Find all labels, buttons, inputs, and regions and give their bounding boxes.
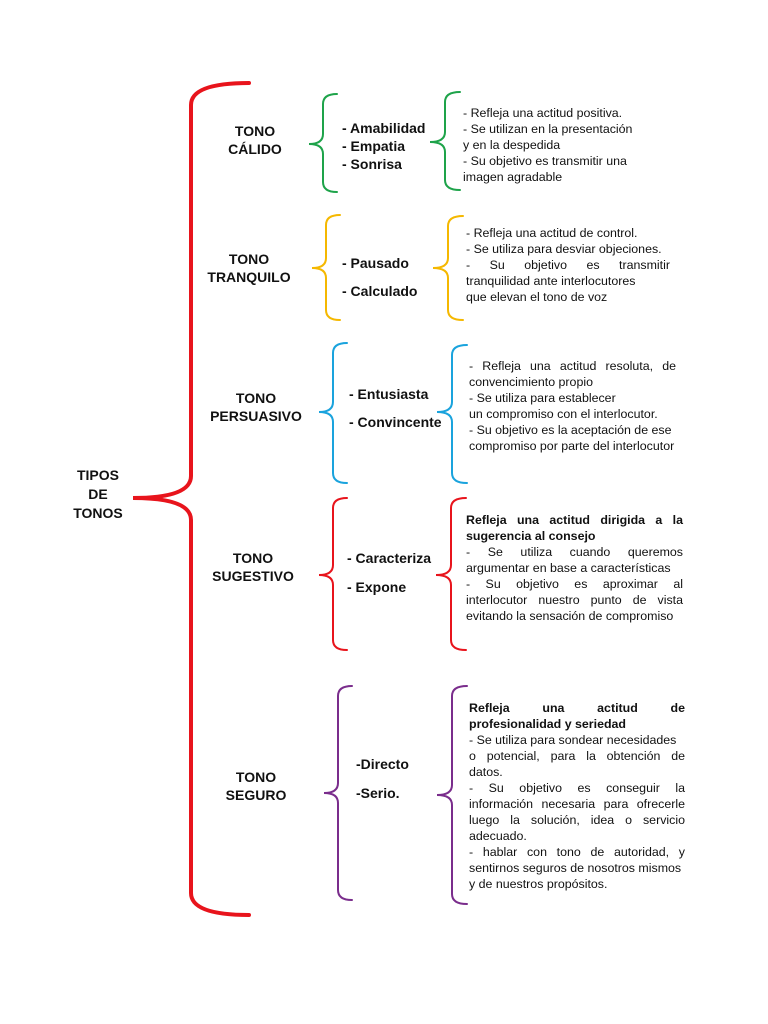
sugestivo-items-brace [319, 498, 347, 650]
desc-line: y en la despedida [463, 138, 561, 152]
desc-line: que elevan el tono de voz [466, 290, 608, 304]
item-empatia: - Empatia [342, 138, 406, 154]
desc-line: - Refleja una actitud resoluta, de [469, 359, 676, 373]
sugestivo-desc-brace [436, 498, 466, 650]
item-directo: -Directo [356, 756, 409, 772]
desc-line: - Refleja una actitud de control. [466, 226, 638, 240]
tono-calido-description [463, 105, 653, 185]
seguro-desc-brace [437, 686, 467, 904]
tranquilo-desc-brace [433, 216, 463, 320]
desc-line: un compromiso con el interlocutor. [469, 407, 658, 421]
desc-line: - Su objetivo es la aceptación de ese [469, 423, 672, 437]
desc-line: sugerencia al consejo [466, 529, 596, 543]
desc-line: - Se utiliza para establecer [469, 391, 616, 405]
item-expone: - Expone [347, 579, 407, 595]
tono-persuasivo-label: TONO PERSUASIVO [210, 390, 302, 424]
desc-line: tranquilidad ante interlocutores [466, 274, 636, 288]
desc-line: argumentar en base a características [466, 561, 671, 575]
desc-line: - Se utilizan en la presentación [463, 122, 633, 136]
item-sonrisa: - Sonrisa [342, 156, 402, 172]
desc-line: sentirnos seguros de nosotros mismos [469, 861, 682, 875]
desc-line: convencimiento propio [469, 375, 593, 389]
desc-line: adecuado. [469, 829, 527, 843]
desc-line: profesionalidad y seriedad [469, 717, 626, 731]
desc-line: - Refleja una actitud positiva. [463, 106, 623, 120]
desc-line: información necesaria para ofrecerle [469, 797, 685, 811]
item-pausado: - Pausado [342, 255, 409, 271]
tono-persuasivo-description [469, 358, 676, 454]
desc-line: - Su objetivo es transmitir [466, 258, 670, 272]
tono-sugestivo-description [466, 512, 683, 624]
seguro-items-brace [324, 686, 352, 900]
item-convincente: - Convincente [349, 414, 442, 430]
item-serio: -Serio. [356, 785, 400, 801]
desc-line: luego la solución, idea o servicio [469, 813, 685, 827]
desc-line: o potencial, para la obtención de datos. [469, 749, 685, 779]
desc-line: compromiso por parte del interlocutor [469, 439, 675, 453]
item-caracteriza: - Caracteriza [347, 550, 432, 566]
desc-line: - Su objetivo es transmitir una [463, 154, 627, 168]
desc-line: - Su objetivo es aproximar al [466, 577, 683, 591]
calido-items-brace [309, 94, 337, 192]
desc-line: Refleja una actitud de [469, 701, 685, 715]
desc-line: - Se utiliza para desviar objeciones. [466, 242, 662, 256]
desc-line: Refleja una actitud dirigida a la [466, 513, 683, 527]
tono-sugestivo-label: TONO SUGESTIVO [212, 550, 294, 584]
tranquilo-items-brace [312, 215, 340, 320]
desc-line: y de nuestros propósitos. [469, 877, 608, 891]
item-entusiasta: - Entusiasta [349, 386, 429, 402]
tono-seguro-description [469, 700, 685, 892]
tono-tranquilo-description [466, 225, 670, 305]
desc-line: - Su objetivo es conseguir la [469, 781, 685, 795]
calido-desc-brace [430, 92, 460, 190]
tono-seguro-label: TONO SEGURO [225, 769, 287, 803]
persuasivo-items-brace [319, 343, 347, 483]
tono-tranquilo-label: TONO TRANQUILO [207, 251, 291, 285]
item-amabilidad: - Amabilidad [342, 120, 426, 136]
desc-line: - Se utiliza cuando queremos [466, 545, 683, 559]
desc-line: - Se utiliza para sondear necesidades [469, 733, 677, 747]
desc-line: - hablar con tono de autoridad, y [469, 845, 685, 859]
tono-calido-label: TONO CÁLIDO [228, 123, 282, 157]
desc-line: interlocutor nuestro punto de vista [466, 593, 683, 607]
item-calculado: - Calculado [342, 283, 418, 299]
desc-line: imagen agradable [463, 170, 563, 184]
root-label: TIPOS DE TONOS [73, 467, 123, 521]
desc-line: evitando la sensación de compromiso [466, 609, 674, 623]
